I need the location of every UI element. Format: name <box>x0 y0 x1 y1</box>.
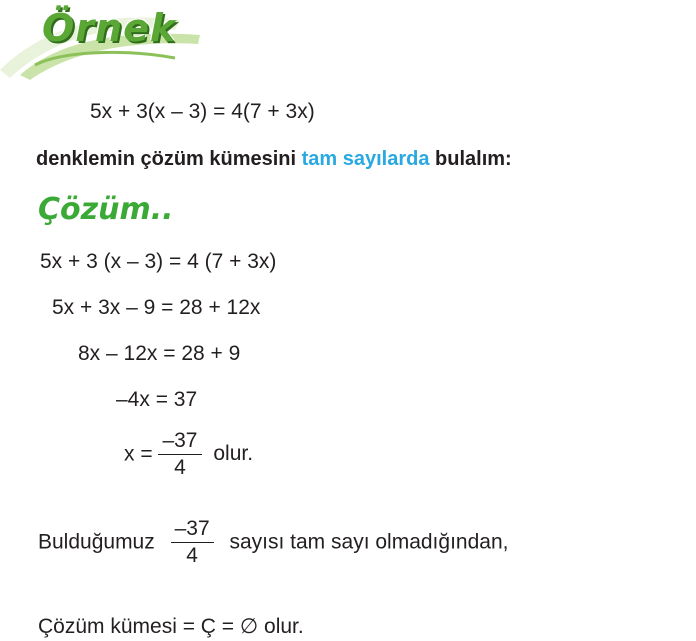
conclusion-text-end: sayısı tam sayı olmadığından, <box>229 530 509 554</box>
problem-prompt <box>36 148 512 171</box>
solution-result <box>124 428 253 482</box>
prompt-text-start: denklemin çözüm kümesini <box>36 148 302 170</box>
result-suffix: olur. <box>213 442 254 466</box>
solution-step-1: 5x + 3 (x – 3) = 4 (7 + 3x) <box>40 250 277 273</box>
conclusion-text-start: Bulduğumuz <box>38 530 155 554</box>
result-denominator: 4 <box>174 456 186 480</box>
solution-set-statement: Çözüm kümesi = Ç = ∅ olur. <box>38 615 304 638</box>
conclusion-fraction <box>171 516 214 570</box>
result-fraction <box>158 428 201 482</box>
solution-step-2: 5x + 3x – 9 = 28 + 12x <box>52 296 261 319</box>
example-heading: Örnek <box>42 6 177 50</box>
solution-heading: Çözüm.. <box>38 192 174 227</box>
solution-step-3: 8x – 12x = 28 + 9 <box>78 342 241 365</box>
prompt-highlight: tam sayılarda <box>301 148 430 170</box>
conclusion-denominator: 4 <box>186 544 198 568</box>
conclusion-line <box>38 516 508 570</box>
solution-step-4: –4x = 37 <box>116 388 198 411</box>
prompt-text-end: bulalım: <box>429 148 512 170</box>
result-lhs: x = <box>124 442 153 466</box>
problem-equation: 5x + 3(x – 3) = 4(7 + 3x) <box>90 100 315 123</box>
conclusion-numerator: –37 <box>171 516 214 543</box>
result-numerator: –37 <box>158 428 201 455</box>
